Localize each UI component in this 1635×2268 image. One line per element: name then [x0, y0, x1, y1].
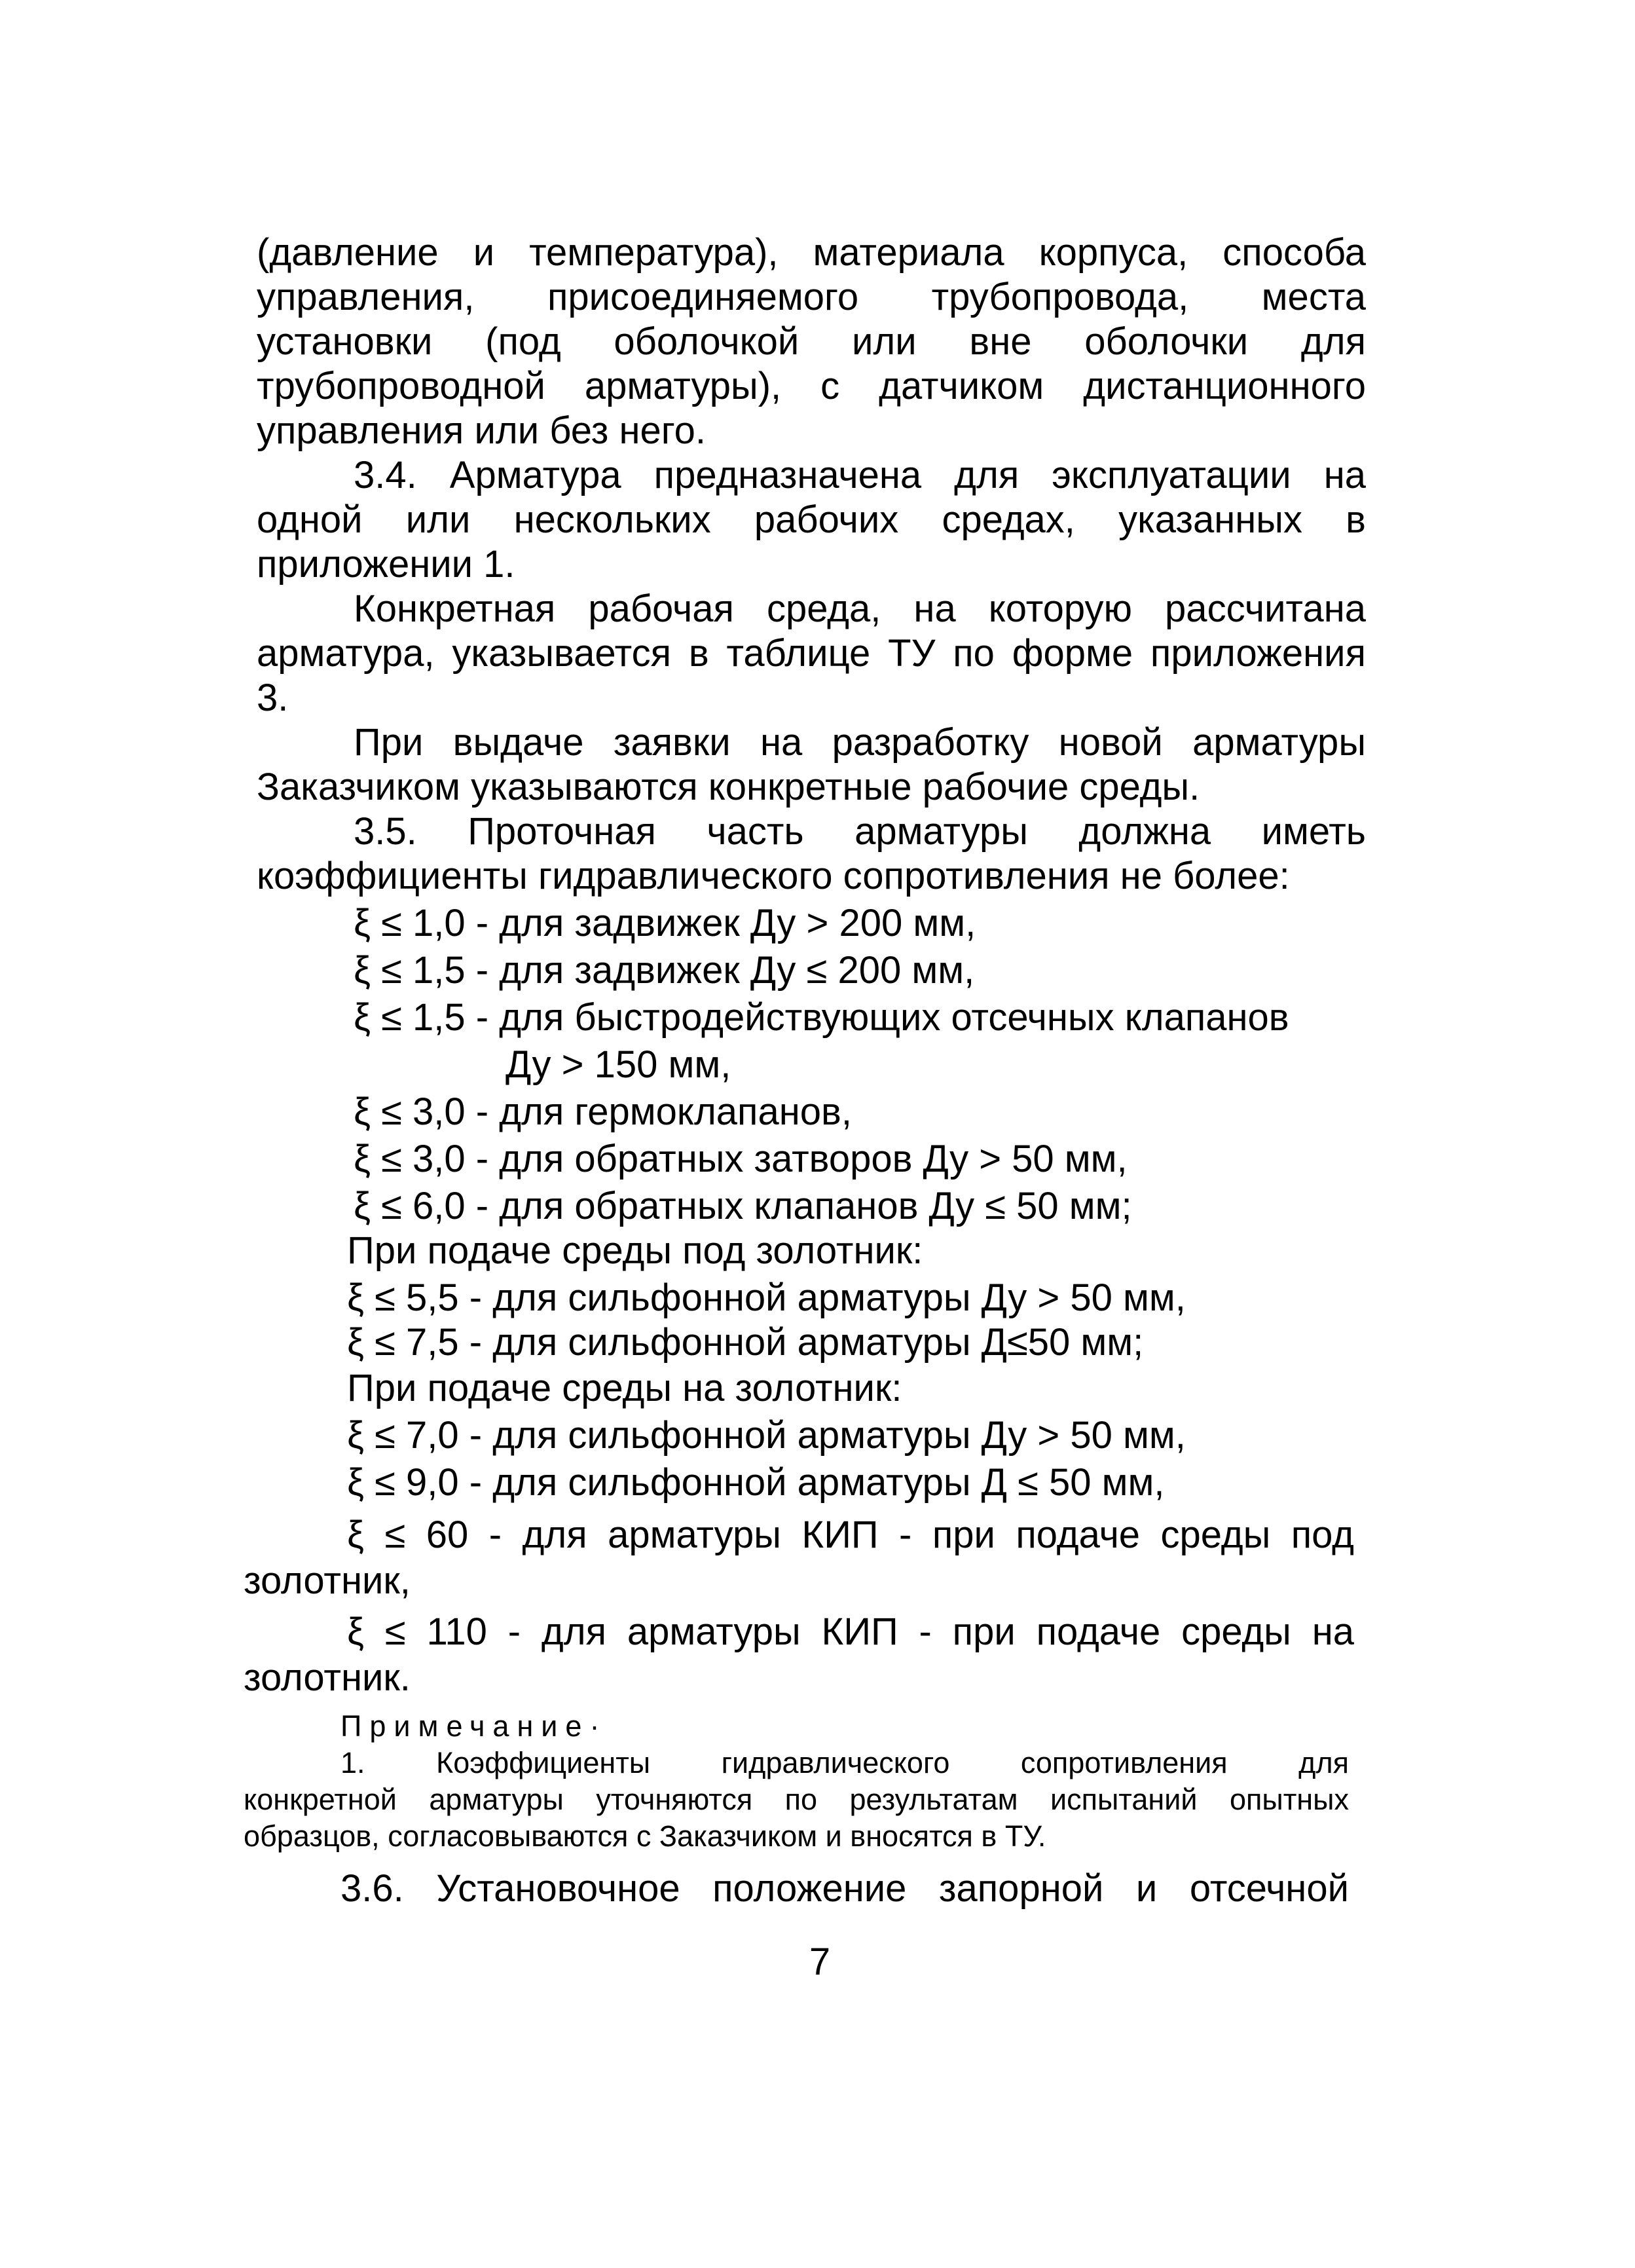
text-line: управления, присоединяемого трубопровода, места — [257, 276, 1366, 318]
section-3-5-line: 3.5. Проточная часть арматуры должна иметь — [354, 810, 1366, 853]
text-line: золотник, — [244, 1559, 411, 1602]
text-line: управления или без него. — [257, 409, 707, 452]
text-line: золотник. — [244, 1656, 411, 1699]
coefficient-item-continuation: Ду > 150 мм, — [505, 1043, 731, 1086]
subheading: При подаче среды под золотник: — [347, 1229, 923, 1272]
note-heading: Примечание· — [340, 1709, 608, 1743]
coefficient-item: ξ ≤ 5,5 - для сильфонной арматуры Ду > 50 мм, — [347, 1276, 1186, 1319]
coefficient-item: ξ ≤ 3,0 - для гермоклапанов, — [354, 1090, 852, 1133]
text-line: приложении 1. — [257, 543, 515, 586]
page-number: 7 — [809, 1941, 831, 1983]
note-line: 1. Коэффициенты гидравлического сопротивления для — [340, 1746, 1349, 1779]
text-line: трубопроводной арматуры), с датчиком дистанционного — [257, 365, 1366, 407]
text-line: одной или нескольких рабочих средах, указанных в — [257, 498, 1366, 541]
coefficient-item: ξ ≤ 7,0 - для сильфонной арматуры Ду > 50 мм, — [347, 1414, 1186, 1457]
note-line: конкретной арматуры уточняются по результатам испытаний опытных — [244, 1783, 1349, 1816]
coefficient-item: ξ ≤ 6,0 - для обратных клапанов Ду ≤ 50 мм; — [354, 1185, 1132, 1227]
text-line: арматура, указывается в таблице ТУ по форме приложения — [257, 632, 1366, 675]
text-line: Конкретная рабочая среда, на которую рассчитана — [354, 587, 1366, 630]
coefficient-item: ξ ≤ 9,0 - для сильфонной арматуры Д ≤ 50 мм, — [347, 1461, 1165, 1504]
coefficient-item: ξ ≤ 60 - для арматуры КИП - при подаче среды под — [347, 1514, 1354, 1556]
note-line: образцов, согласовываются с Заказчиком и вносятся в ТУ. — [244, 1819, 1046, 1853]
coefficient-item: ξ ≤ 110 - для арматуры КИП - при подаче среды на — [347, 1610, 1354, 1653]
coefficient-item: ξ ≤ 1,5 - для задвижек Ду ≤ 200 мм, — [354, 949, 975, 992]
subheading: При подаче среды на золотник: — [347, 1367, 902, 1409]
section-3-6-line: 3.6. Установочное положение запорной и отсечной — [340, 1867, 1349, 1910]
text-line: 3. — [257, 677, 289, 719]
text-line: Заказчиком указываются конкретные рабочие среды. — [257, 766, 1200, 808]
coefficient-item: ξ ≤ 1,0 - для задвижек Ду > 200 мм, — [354, 902, 976, 944]
text-line: установки (под оболочкой или вне оболочки для — [257, 320, 1366, 363]
section-3-4-line: 3.4. Арматура предназначена для эксплуатации на — [354, 454, 1366, 496]
coefficient-item: ξ ≤ 3,0 - для обратных затворов Ду > 50 мм, — [354, 1138, 1128, 1180]
coefficient-item: ξ ≤ 7,5 - для сильфонной арматуры Д≤50 мм; — [347, 1321, 1144, 1364]
text-line: При выдаче заявки на разработку новой арматуры — [354, 721, 1366, 764]
coefficient-item: ξ ≤ 1,5 - для быстродействующих отсечных клапанов — [354, 996, 1289, 1039]
text-line: (давление и температура), материала корпуса, способа — [257, 231, 1366, 274]
text-line: коэффициенты гидравлического сопротивления не более: — [257, 855, 1290, 897]
